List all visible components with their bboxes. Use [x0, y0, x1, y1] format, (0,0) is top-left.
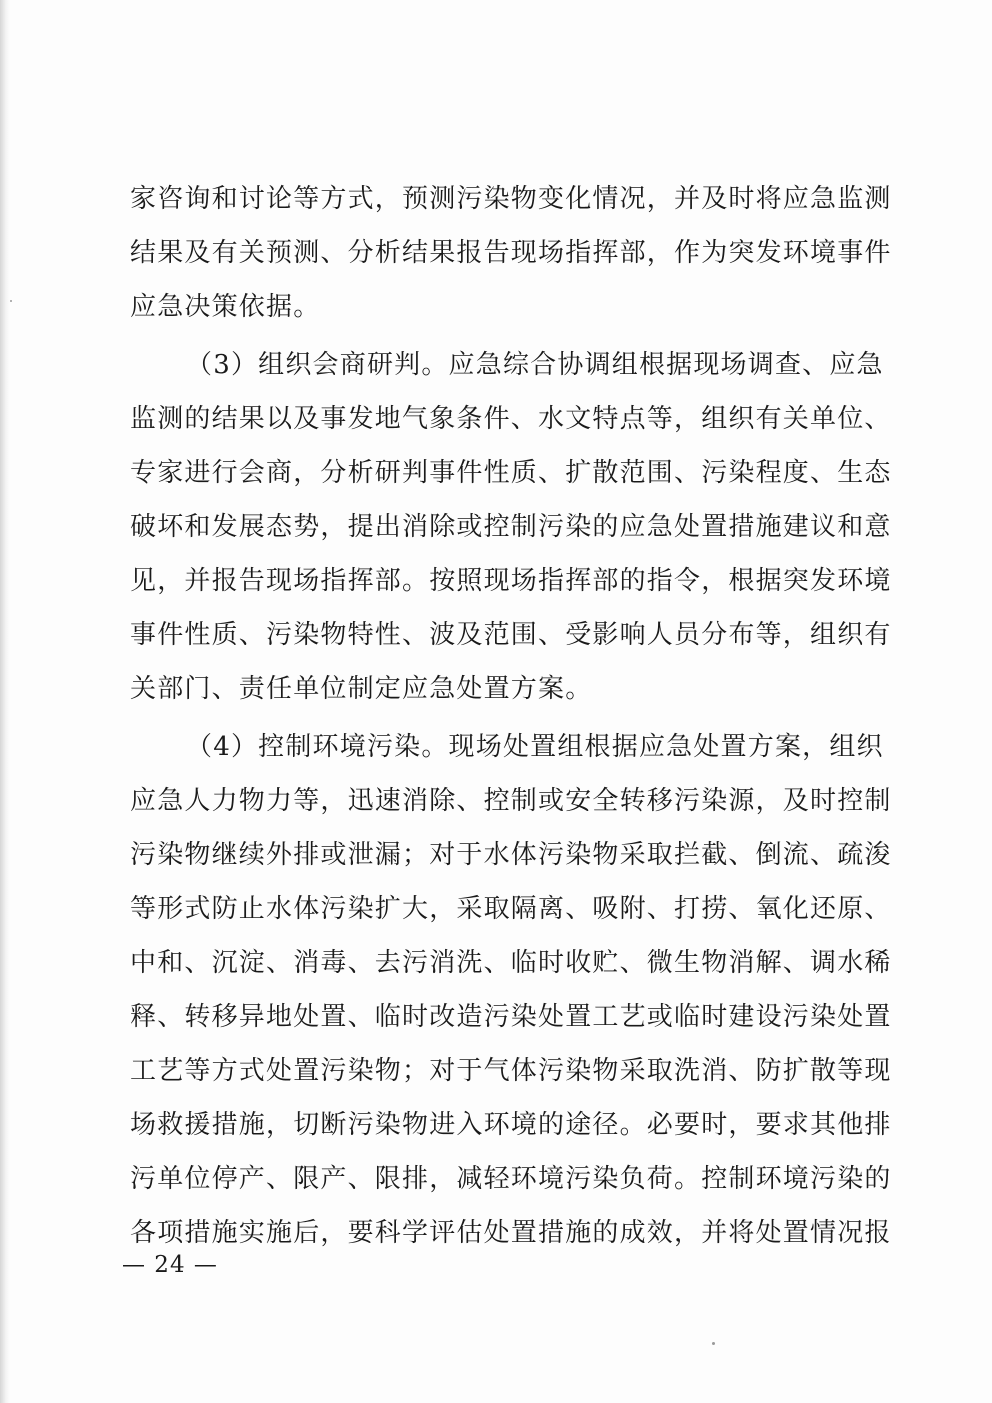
text-line: 中和、沉淀、消毒、去污消洗、临时收贮、微生物消解、调水稀 — [130, 948, 892, 978]
text-line: 关部门、责任单位制定应急处置方案。 — [130, 674, 593, 704]
text-line: 污染物继续外排或泄漏；对于水体污染物采取拦截、倒流、疏浚 — [130, 840, 892, 870]
page-number: — 24 — — [122, 1252, 218, 1278]
text-line: 等形式防止水体污染扩大，采取隔离、吸附、打捞、氧化还原、 — [130, 894, 892, 924]
text-line: 各项措施实施后，要科学评估处置措施的成效，并将处置情况报 — [130, 1218, 892, 1248]
scan-binding-edge — [0, 0, 10, 1403]
text-line: 释、转移异地处置、临时改造污染处置工艺或临时建设污染处置 — [130, 1002, 892, 1032]
body-text — [130, 172, 892, 1260]
text-line: 污单位停产、限产、限排，减轻环境污染负荷。控制环境污染的 — [130, 1164, 892, 1194]
text-line: 专家进行会商，分析研判事件性质、扩散范围、污染程度、生态 — [130, 458, 892, 488]
text-line: 见，并报告现场指挥部。按照现场指挥部的指令，根据突发环境 — [130, 566, 892, 596]
text-line: 工艺等方式处置污染物；对于气体污染物采取洗消、防扩散等现 — [130, 1056, 892, 1086]
text-line: 应急决策依据。 — [130, 292, 321, 322]
paragraph-4-first-line: （4）控制环境污染。现场处置组根据应急处置方案，组织 — [186, 732, 884, 762]
text-line: 破坏和发展态势，提出消除或控制污染的应急处置措施建议和意 — [130, 512, 892, 542]
paragraph-3-first-line: （3）组织会商研判。应急综合协调组根据现场调查、应急 — [186, 350, 884, 380]
text-line: 场救援措施，切断污染物进入环境的途径。必要时，要求其他排 — [130, 1110, 892, 1140]
text-line: 事件性质、污染物特性、波及范围、受影响人员分布等，组织有 — [130, 620, 892, 650]
scan-speck — [10, 300, 12, 302]
text-line: 结果及有关预测、分析结果报告现场指挥部，作为突发环境事件 — [130, 238, 892, 268]
text-line: 监测的结果以及事发地气象条件、水文特点等，组织有关单位、 — [130, 404, 892, 434]
text-line: 家咨询和讨论等方式，预测污染物变化情况，并及时将应急监测 — [130, 184, 892, 214]
text-line: 应急人力物力等，迅速消除、控制或安全转移污染源，及时控制 — [130, 786, 892, 816]
scan-speck — [712, 1342, 715, 1345]
